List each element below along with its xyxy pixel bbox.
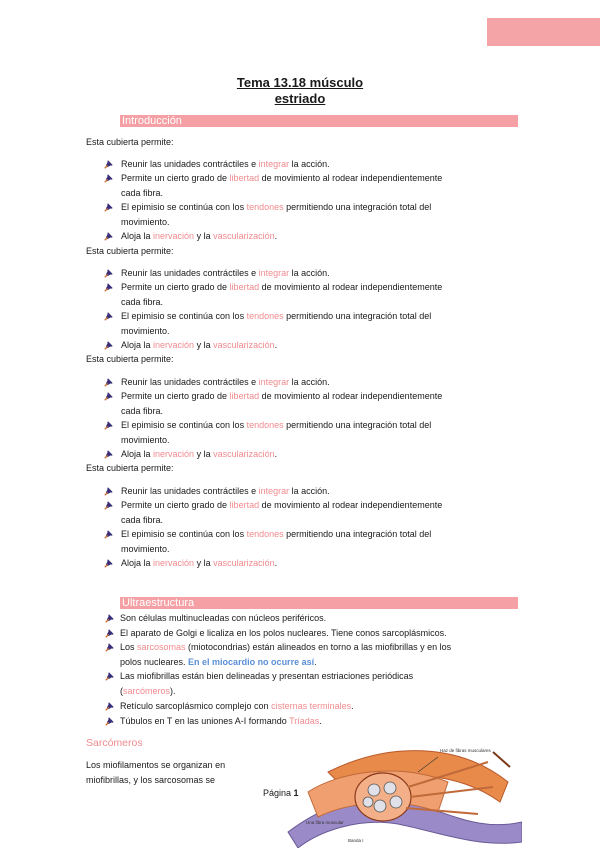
pushpin-bullet-icon <box>104 613 115 624</box>
sarcomeros-paragraph: Los miofilamentos se organizan en miofibrillas, y los sarcosomas se <box>86 760 226 785</box>
pushpin-bullet-icon <box>103 268 114 279</box>
figure-label: Una fibra muscular <box>306 820 344 825</box>
page-number: Página 1 <box>263 788 299 798</box>
list-item: Los sarcosomas (miotocondrias) están alineados en torno a las miofibrillas y en los polos nucleares. En el miocardio no ocurre así. <box>120 640 500 669</box>
pushpin-bullet-icon <box>103 391 114 402</box>
pushpin-bullet-icon <box>103 529 114 540</box>
list-item: Aloja la inervación y la vascularización. <box>121 229 501 244</box>
list-item: Reunir las unidades contráctiles e integrar la acción. <box>121 375 501 390</box>
pushpin-bullet-icon <box>103 486 114 497</box>
block-lead: Esta cubierta permite: <box>86 463 174 473</box>
pushpin-bullet-icon <box>104 716 115 727</box>
page-title-line-1: Tema 13.18 músculo <box>236 75 364 90</box>
pushpin-bullet-icon <box>103 420 114 431</box>
list-item: Aloja la inervación y la vascularización. <box>121 447 501 462</box>
section-heading-sarcomeros: Sarcómeros <box>86 737 143 749</box>
figure-label: Haz de fibras musculares <box>440 748 491 753</box>
pushpin-bullet-icon <box>103 159 114 170</box>
pushpin-bullet-icon <box>103 311 114 322</box>
list-item: Túbulos en T en las uniones A-I formando Tríadas. <box>120 714 500 729</box>
list-item: El epimisio se continúa con los tendones permitiendo una integración total del movimiento. <box>121 418 501 447</box>
pushpin-bullet-icon <box>104 628 115 639</box>
list-item: Permite un cierto grado de libertad de movimiento al rodear independientemente cada fibra. <box>121 389 501 418</box>
block-lead: Esta cubierta permite: <box>86 246 174 256</box>
list-item: Retículo sarcoplásmico complejo con cisternas terminales. <box>120 699 500 714</box>
pushpin-bullet-icon <box>103 340 114 351</box>
pushpin-bullet-icon <box>103 231 114 242</box>
pushpin-bullet-icon <box>103 500 114 511</box>
muscle-fiber-illustration <box>278 742 522 848</box>
list-item: Las miofibrillas están bien delineadas y presentan estriaciones periódicas (sarcómeros). <box>120 669 500 698</box>
block-lead: Esta cubierta permite: <box>86 137 174 147</box>
pushpin-bullet-icon <box>103 173 114 184</box>
pushpin-bullet-icon <box>104 671 115 682</box>
figure-label: Banda I <box>348 838 364 843</box>
list-item: El epimisio se continúa con los tendones permitiendo una integración total del movimiento. <box>121 527 501 556</box>
pushpin-bullet-icon <box>103 202 114 213</box>
list-item: Son células multinucleadas con núcleos periféricos. <box>120 611 500 626</box>
list-item: El aparato de Golgi e licaliza en los polos nucleares. Tiene conos sarcoplásmicos. <box>120 626 500 641</box>
list-item: Permite un cierto grado de libertad de movimiento al rodear independientemente cada fibra. <box>121 171 501 200</box>
list-item: El epimisio se continúa con los tendones permitiendo una integración total del movimiento. <box>121 309 501 338</box>
list-item: Permite un cierto grado de libertad de movimiento al rodear independientemente cada fibra. <box>121 280 501 309</box>
list-item: Reunir las unidades contráctiles e integrar la acción. <box>121 484 501 499</box>
header-corner-tab <box>487 18 600 46</box>
section-heading-ultraestructura: Ultraestructura <box>120 597 518 609</box>
pushpin-bullet-icon <box>104 701 115 712</box>
pushpin-bullet-icon <box>103 282 114 293</box>
list-item: El epimisio se continúa con los tendones permitiendo una integración total del movimiento. <box>121 200 501 229</box>
list-item: Reunir las unidades contráctiles e integrar la acción. <box>121 157 501 172</box>
pushpin-bullet-icon <box>103 558 114 569</box>
page-title-line-2: estriado <box>274 91 326 106</box>
list-item: Reunir las unidades contráctiles e integrar la acción. <box>121 266 501 281</box>
list-item: Permite un cierto grado de libertad de movimiento al rodear independientemente cada fibra. <box>121 498 501 527</box>
block-lead: Esta cubierta permite: <box>86 354 174 364</box>
list-item: Aloja la inervación y la vascularización. <box>121 556 501 571</box>
pushpin-bullet-icon <box>104 642 115 653</box>
pushpin-bullet-icon <box>103 449 114 460</box>
list-item: Aloja la inervación y la vascularización. <box>121 338 501 353</box>
section-heading-introduccion: Introducción <box>120 115 518 127</box>
pushpin-bullet-icon <box>103 377 114 388</box>
